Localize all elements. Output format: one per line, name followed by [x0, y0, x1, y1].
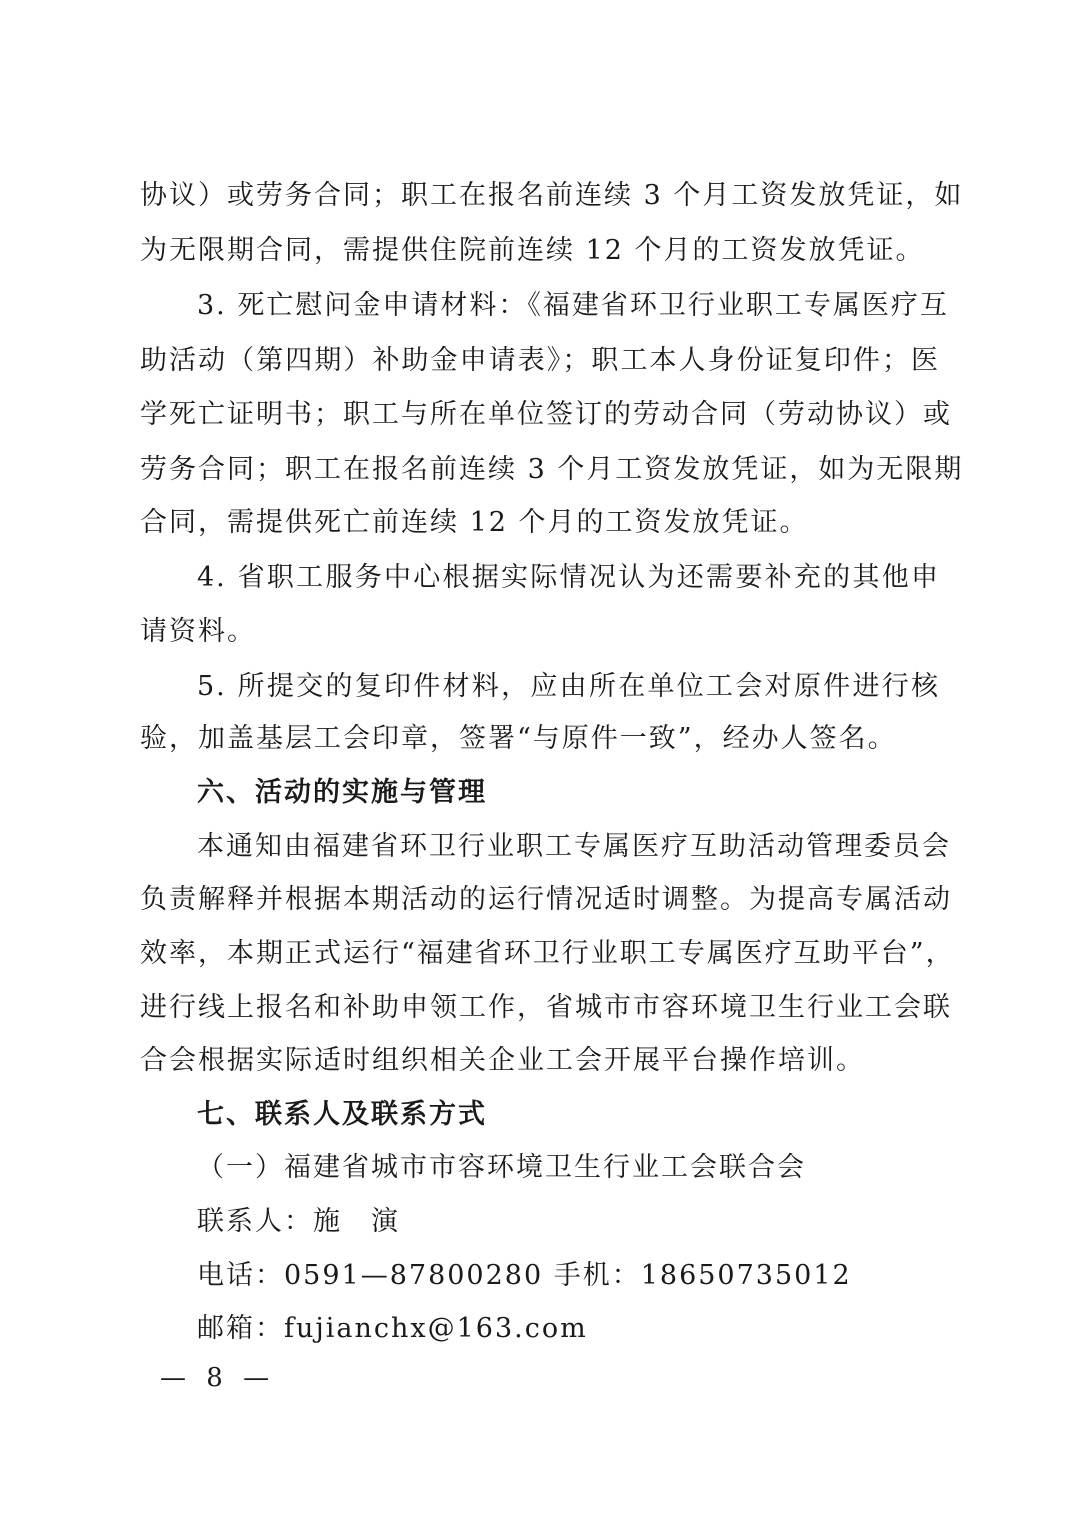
paragraph-line: 3. 死亡慰问金申请材料：《福建省环卫行业职工专属医疗互 — [197, 290, 949, 321]
contact-person: 联系人：施 演 — [197, 1206, 400, 1237]
paragraph-line: 协议）或劳务合同；职工在报名前连续 3 个月工资发放凭证，如 — [140, 180, 964, 211]
paragraph-line: 助活动（第四期）补助金申请表》；职工本人身份证复印件；医 — [140, 345, 940, 376]
paragraph-line: 5. 所提交的复印件材料，应由所在单位工会对原件进行核 — [197, 671, 940, 702]
page-number: — 8 — — [160, 1363, 276, 1393]
contact-email: 邮箱：fujianchx@163.com — [197, 1313, 588, 1344]
paragraph-line: 劳务合同；职工在报名前连续 3 个月工资发放凭证，如为无限期 — [140, 454, 964, 485]
section-heading: 六、活动的实施与管理 — [197, 777, 487, 808]
paragraph-line: 合同，需提供死亡前连续 12 个月的工资发放凭证。 — [140, 507, 809, 538]
paragraph-line: 负责解释并根据本期活动的运行情况适时调整。为提高专属活动 — [140, 884, 952, 915]
paragraph-line: 学死亡证明书；职工与所在单位签订的劳动合同（劳动协议）或 — [140, 399, 952, 430]
paragraph-line: 进行线上报名和补助申领工作，省城市市容环境卫生行业工会联 — [140, 992, 952, 1023]
paragraph-line: 4. 省职工服务中心根据实际情况认为还需要补充的其他申 — [197, 562, 940, 593]
paragraph-line: 合会根据实际适时组织相关企业工会开展平台操作培训。 — [140, 1045, 865, 1076]
paragraph-line: 为无限期合同，需提供住院前连续 12 个月的工资发放凭证。 — [140, 235, 925, 266]
section-heading: 七、联系人及联系方式 — [197, 1099, 487, 1130]
paragraph-line: 本通知由福建省环卫行业职工专属医疗互助活动管理委员会 — [197, 831, 951, 862]
contact-phone: 电话：0591—87800280 手机：18650735012 — [197, 1260, 852, 1291]
paragraph-line: 请资料。 — [140, 616, 256, 647]
paragraph-line: 验，加盖基层工会印章，签署“与原件一致”，经办人签名。 — [140, 723, 897, 754]
contact-org: （一）福建省城市市容环境卫生行业工会联合会 — [197, 1152, 806, 1183]
paragraph-line: 效率，本期正式运行“福建省环卫行业职工专属医疗互助平台”， — [140, 938, 955, 969]
